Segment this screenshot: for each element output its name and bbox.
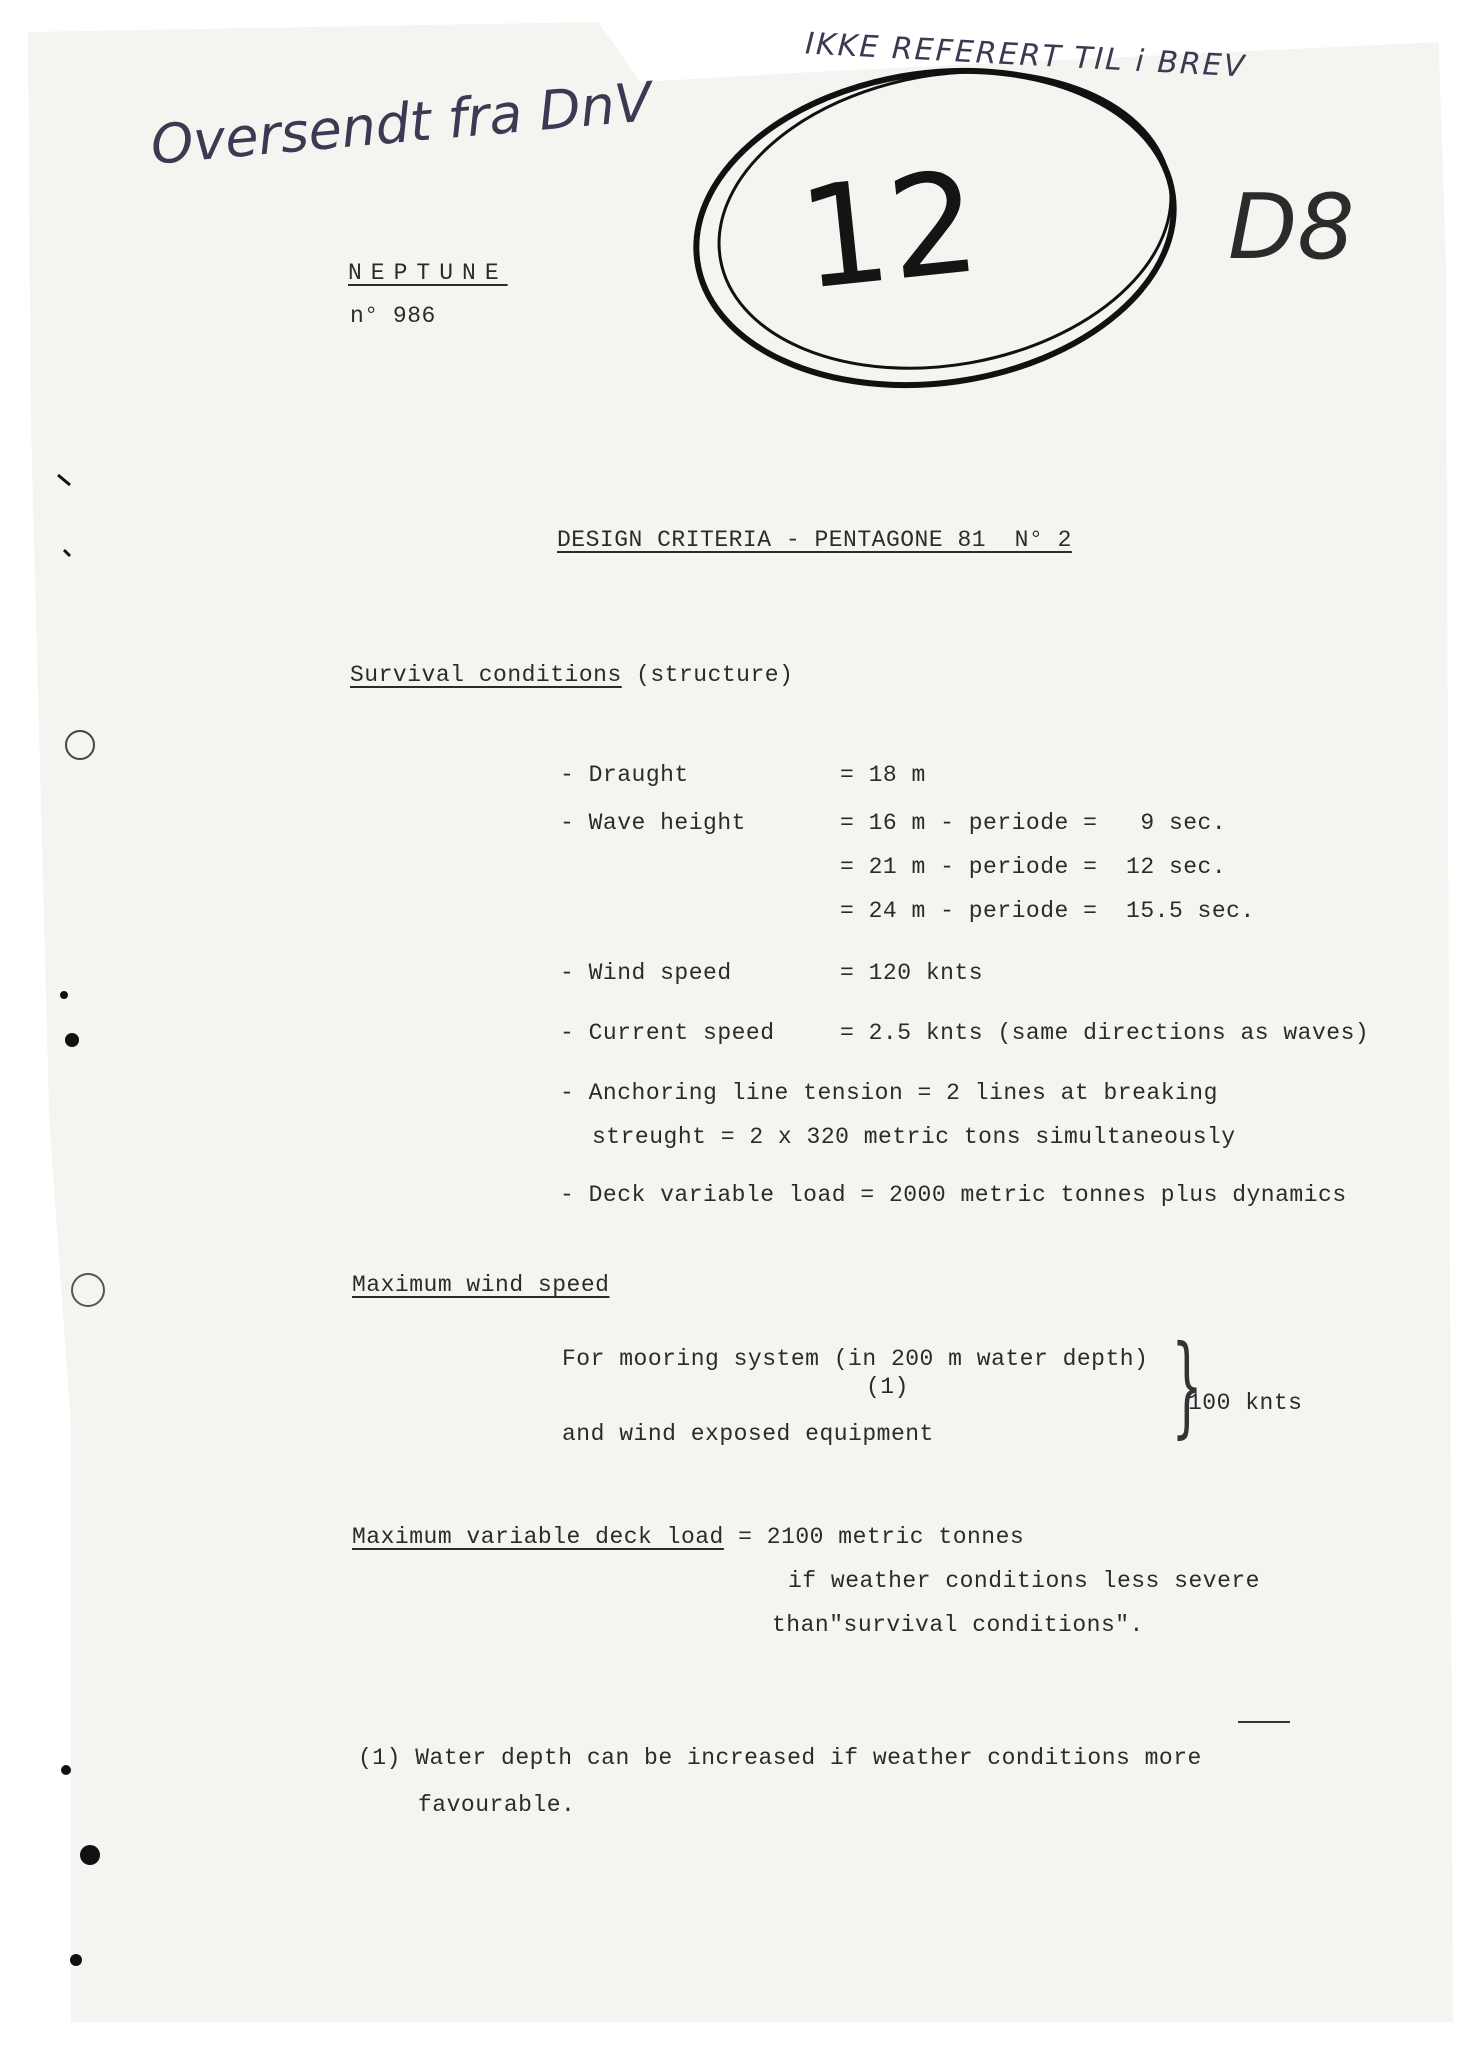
mooring-line: For mooring system (in 200 m water depth)	[562, 1346, 1149, 1372]
vessel-number: n° 986	[350, 303, 436, 329]
draught-value: = 18 m	[840, 762, 926, 788]
punch-mark	[65, 1033, 79, 1047]
vessel-name: NEPTUNE	[348, 260, 508, 286]
footnote-line-2: favourable.	[418, 1792, 576, 1818]
max-deck-condition: if weather conditions less severe	[788, 1568, 1260, 1594]
wave-height-label: - Wave height	[560, 810, 746, 836]
handwritten-note-brev: IKKE REFERERT TIL i BREV	[804, 26, 1248, 85]
wave-height-row: = 16 m - periode = 9 sec.	[840, 810, 1227, 836]
footnote-ref: (1)	[866, 1374, 909, 1400]
current-speed-label: - Current speed	[560, 1020, 775, 1046]
survival-heading	[350, 662, 793, 688]
survival-heading-suffix: (structure)	[621, 662, 794, 688]
footnote-line-1: (1) Water depth can be increased if weather conditions more	[358, 1745, 1202, 1771]
survival-heading-text: Survival conditions	[350, 662, 622, 688]
wind-speed-label: - Wind speed	[560, 960, 732, 986]
deck-variable-load: - Deck variable load = 2000 metric tonnes plus dynamics	[560, 1182, 1347, 1208]
current-speed-value: = 2.5 knts (same directions as waves)	[840, 1020, 1370, 1046]
circled-number: 12	[791, 141, 987, 322]
max-wind-heading: Maximum wind speed	[352, 1272, 610, 1298]
wind-exposed-line: and wind exposed equipment	[562, 1421, 934, 1447]
max-deck-line	[352, 1524, 1024, 1550]
wave-height-row: = 21 m - periode = 12 sec.	[840, 854, 1227, 880]
max-deck-condition-2: than"survival conditions".	[772, 1612, 1144, 1638]
max-deck-heading: Maximum variable deck load	[352, 1524, 724, 1550]
wave-height-row: = 24 m - periode = 15.5 sec.	[840, 898, 1255, 924]
anchoring-line-1: - Anchoring line tension = 2 lines at breaking	[560, 1080, 1218, 1106]
max-wind-value: 100 knts	[1188, 1390, 1303, 1416]
punch-mark	[58, 475, 70, 485]
handwritten-note-dnv: Oversendt fra DnV	[148, 70, 655, 177]
punch-mark	[70, 1954, 82, 1966]
wind-speed-value: = 120 knts	[840, 960, 984, 986]
brace-symbol: }	[1171, 1321, 1203, 1449]
anchoring-line-2: streught = 2 x 320 metric tons simultaneously	[592, 1124, 1236, 1150]
max-deck-value: = 2100 metric tonnes	[723, 1524, 1025, 1550]
document-title: DESIGN CRITERIA - PENTAGONE 81 N° 2	[557, 527, 1072, 553]
draught-label: - Draught	[560, 762, 689, 788]
punch-mark	[80, 1845, 100, 1865]
corner-code: D8	[1228, 175, 1355, 280]
